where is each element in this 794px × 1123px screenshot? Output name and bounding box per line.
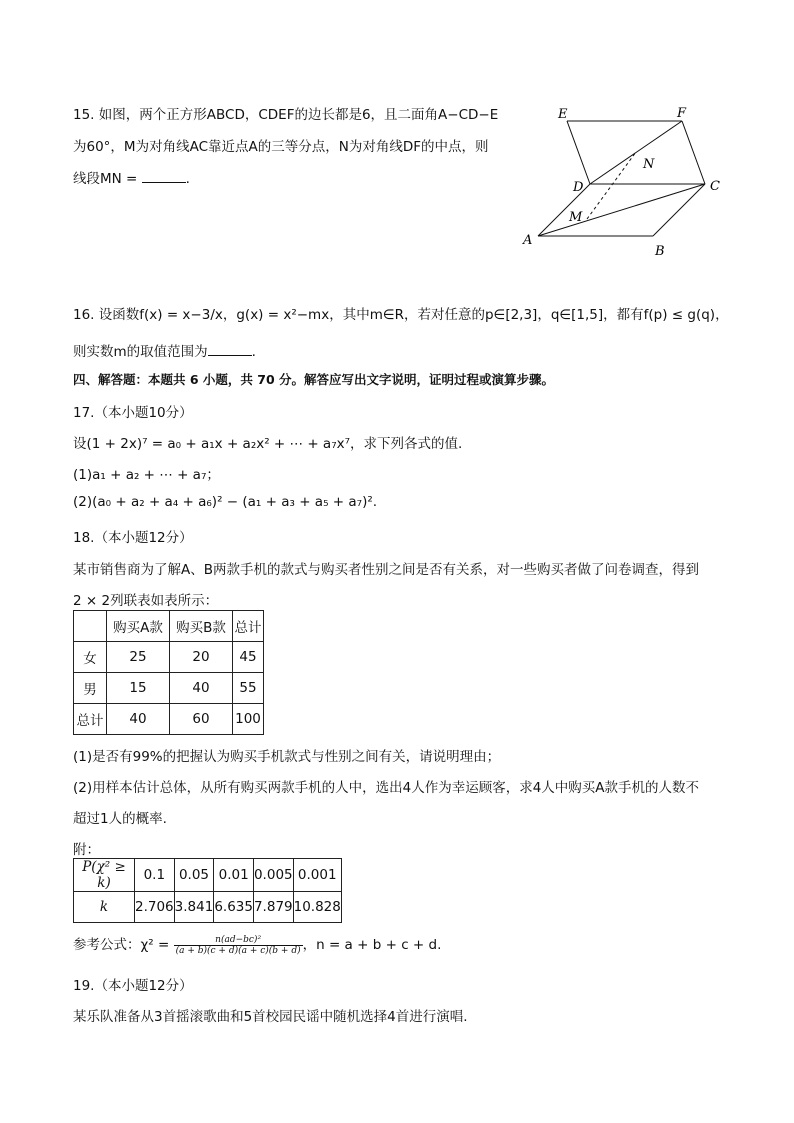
table-row (74, 642, 264, 673)
diagonal-DF (590, 121, 682, 184)
formula-prefix: 参考公式：χ² = (73, 937, 174, 953)
table-cell: 女 (74, 642, 107, 673)
table-cell: 0.1 (135, 859, 175, 892)
q16-line1: 16. 设函数f(x) = x−3/x，g(x) = x²−mx，其中m∈R，若对任意的p∈[2,3]，q∈[1,5]，都有f(p) ≤ g(q)， (73, 307, 729, 323)
q18-formula (73, 933, 441, 956)
table-cell: 45 (233, 642, 264, 673)
segment-MN (587, 152, 636, 219)
q16-answer-blank (208, 343, 252, 356)
table-cell: P(χ² ≥ k) (74, 859, 135, 892)
table-cell: 20 (170, 642, 233, 673)
table-row (74, 611, 264, 642)
section-4-heading: 四、解答题：本题共 6 小题，共 70 分。解答应写出文字说明，证明过程或演算步骤。 (73, 372, 555, 387)
q16-line2-prefix: 则实数m的取值范围为 (73, 344, 208, 360)
table-cell: 总计 (233, 611, 264, 642)
table-row (74, 673, 264, 704)
q17-part2: (2)(a₀ + a₂ + a₄ + a₆)² − (a₁ + a₃ + a₅ + a₇)². (73, 494, 378, 510)
q18-part2b: 超过1人的概率. (73, 811, 167, 827)
table-cell: 0.001 (293, 859, 341, 892)
label-E: E (558, 107, 568, 122)
chi-square-fraction (174, 935, 303, 956)
q19-title: 19.（本小题12分） (73, 978, 193, 994)
q17-stem: 设(1 + 2x)⁷ = a₀ + a₁x + a₂x² + ⋯ + a₇x⁷，求下列各式的值. (73, 436, 463, 452)
table-cell: 7.879 (253, 892, 293, 923)
label-C: C (710, 179, 720, 194)
q18-part2a: (2)用样本估计总体，从所有购买两款手机的人中，选出4人作为幸运顾客，求4人中购买A款手机的人数不 (73, 780, 700, 796)
q15-line3 (73, 167, 190, 187)
table-cell: 100 (233, 704, 264, 735)
label-N: N (643, 157, 655, 172)
table-cell: 15 (107, 673, 170, 704)
table-cell: 6.635 (214, 892, 254, 923)
table-cell: 2.706 (135, 892, 175, 923)
table-cell: 60 (170, 704, 233, 735)
table-cell: 0.01 (214, 859, 254, 892)
q15-line3-suffix: . (185, 171, 190, 187)
q19-stem: 某乐队准备从3首摇滚歌曲和5首校园民谣中随机选择4首进行演唱. (73, 1009, 468, 1025)
q18-title: 18.（本小题12分） (73, 530, 193, 546)
table-cell: 男 (74, 673, 107, 704)
table-cell: 10.828 (293, 892, 341, 923)
q18-stem2: 2 × 2列联表如表所示： (73, 593, 219, 609)
table-cell (74, 611, 107, 642)
label-M: M (569, 210, 583, 225)
fraction-denominator: (a + b)(c + d)(a + c)(b + d) (175, 945, 301, 956)
q15-line3-prefix: 线段MN = (73, 171, 142, 187)
q18-stem1: 某市销售商为了解A、B两款手机的款式与购买者性别之间是否有关系，对一些购买者做了问卷调查，得到 (73, 562, 699, 578)
table-cell: 3.841 (174, 892, 214, 923)
q15-figure (505, 100, 735, 265)
contingency-table (73, 610, 264, 735)
fraction-numerator: n(ad−bc)² (174, 935, 303, 946)
q18-appendix-label: 附： (73, 842, 100, 858)
q15-line2: 为60°，M为对角线AC靠近点A的三等分点，N为对角线DF的中点，则 (73, 139, 489, 155)
table-row (74, 859, 342, 892)
label-F: F (677, 106, 687, 121)
q17-title: 17.（本小题10分） (73, 405, 193, 421)
q18-part1: (1)是否有99%的把握认为购买手机款式与性别之间有关，请说明理由； (73, 749, 501, 765)
q15-answer-blank (142, 170, 186, 183)
edge-ED (567, 121, 590, 184)
table-row (74, 892, 342, 923)
label-D: D (573, 180, 584, 195)
label-B: B (655, 244, 665, 259)
table-cell: 0.05 (174, 859, 214, 892)
table-cell: 25 (107, 642, 170, 673)
label-A: A (523, 233, 533, 248)
table-cell: 0.005 (253, 859, 293, 892)
table-cell: 40 (107, 704, 170, 735)
q16-line2 (73, 340, 256, 360)
formula-suffix: ，n = a + b + c + d. (302, 937, 442, 953)
table-cell: 总计 (74, 704, 107, 735)
table-cell: 购买B款 (170, 611, 233, 642)
critical-value-table (73, 858, 342, 923)
diagonal-AC (538, 184, 705, 236)
table-cell: k (74, 892, 135, 923)
table-cell: 购买A款 (107, 611, 170, 642)
table-row (74, 704, 264, 735)
table-cell: 40 (170, 673, 233, 704)
q17-part1: (1)a₁ + a₂ + ⋯ + a₇； (73, 467, 220, 483)
q16-line2-suffix: . (251, 344, 256, 360)
q15-line1: 15. 如图，两个正方形ABCD，CDEF的边长都是6，且二面角A−CD−E (73, 107, 499, 123)
table-cell: 55 (233, 673, 264, 704)
edge-FC (682, 121, 705, 184)
